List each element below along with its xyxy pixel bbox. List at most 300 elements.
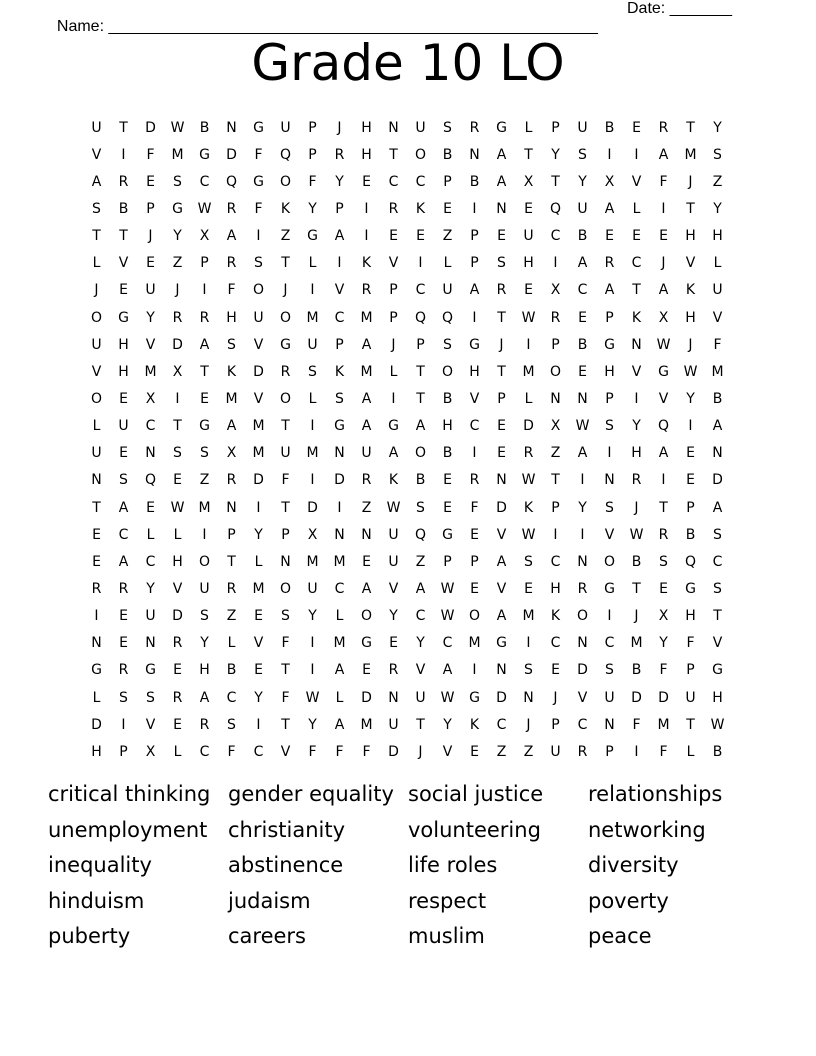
grid-letter[interactable]: J <box>499 336 504 353</box>
grid-letter[interactable]: G <box>604 336 615 353</box>
grid-letter[interactable]: U <box>415 689 426 706</box>
grid-letter[interactable]: O <box>90 390 103 407</box>
grid-letter[interactable]: R <box>280 363 291 380</box>
grid-letter[interactable]: P <box>470 255 479 272</box>
grid-letter[interactable]: G <box>496 635 507 652</box>
grid-letter[interactable]: I <box>472 200 477 217</box>
grid-letter[interactable]: V <box>172 580 183 597</box>
grid-letter[interactable]: S <box>443 119 452 136</box>
grid-letter[interactable]: R <box>523 445 534 462</box>
grid-letter[interactable]: F <box>362 743 371 760</box>
grid-letter[interactable]: W <box>440 580 455 597</box>
grid-letter[interactable]: I <box>472 445 477 462</box>
grid-letter[interactable]: A <box>496 553 507 570</box>
grid-letter[interactable]: P <box>146 200 155 217</box>
grid-letter[interactable]: I <box>526 336 531 353</box>
grid-letter[interactable]: I <box>121 146 126 163</box>
grid-letter[interactable]: S <box>416 499 425 516</box>
grid-letter[interactable]: I <box>364 200 369 217</box>
grid-letter[interactable]: A <box>712 418 723 435</box>
grid-letter[interactable]: C <box>334 309 345 326</box>
grid-letter[interactable]: Q <box>441 309 454 326</box>
grid-letter[interactable]: R <box>361 472 372 489</box>
grid-letter[interactable]: L <box>92 689 101 706</box>
grid-letter[interactable]: R <box>118 173 129 190</box>
grid-letter[interactable]: C <box>415 608 426 625</box>
grid-letter[interactable]: T <box>389 146 398 163</box>
grid-letter[interactable]: H <box>91 743 102 760</box>
grid-letter[interactable]: W <box>683 363 698 380</box>
grid-letter[interactable]: U <box>388 526 399 543</box>
grid-letter[interactable]: N <box>226 499 237 516</box>
grid-letter[interactable]: R <box>577 580 588 597</box>
grid-letter[interactable]: H <box>199 662 210 679</box>
grid-letter[interactable]: R <box>469 472 480 489</box>
grid-letter[interactable]: G <box>388 418 399 435</box>
grid-letter[interactable]: A <box>442 662 453 679</box>
grid-letter[interactable]: J <box>634 608 639 625</box>
grid-letter[interactable]: E <box>632 228 641 245</box>
grid-letter[interactable]: X <box>145 390 156 407</box>
grid-letter[interactable]: Y <box>308 608 317 625</box>
grid-letter[interactable]: E <box>470 743 479 760</box>
grid-letter[interactable]: C <box>550 553 561 570</box>
grid-letter[interactable]: Q <box>684 553 697 570</box>
grid-letter[interactable]: H <box>685 228 696 245</box>
grid-letter[interactable]: Q <box>414 526 427 543</box>
grid-letter[interactable]: W <box>521 472 536 489</box>
grid-letter[interactable]: V <box>604 526 615 543</box>
grid-letter[interactable]: P <box>551 336 560 353</box>
grid-letter[interactable]: L <box>632 200 641 217</box>
grid-letter[interactable]: E <box>551 662 560 679</box>
grid-letter[interactable]: M <box>306 309 319 326</box>
grid-letter[interactable]: P <box>119 743 128 760</box>
grid-letter[interactable]: E <box>497 228 506 245</box>
grid-letter[interactable]: G <box>280 336 291 353</box>
grid-letter[interactable]: V <box>253 635 264 652</box>
grid-letter[interactable]: R <box>496 282 507 299</box>
grid-letter[interactable]: E <box>443 499 452 516</box>
grid-letter[interactable]: A <box>496 608 507 625</box>
grid-letter[interactable]: T <box>281 499 290 516</box>
grid-letter[interactable]: T <box>281 662 290 679</box>
grid-letter[interactable]: Z <box>199 472 210 489</box>
grid-letter[interactable]: N <box>469 146 480 163</box>
grid-letter[interactable]: T <box>416 390 425 407</box>
grid-letter[interactable]: M <box>252 445 265 462</box>
grid-letter[interactable]: C <box>604 635 615 652</box>
grid-letter[interactable]: S <box>227 716 236 733</box>
grid-letter[interactable]: V <box>145 336 156 353</box>
grid-letter[interactable]: N <box>334 526 345 543</box>
grid-letter[interactable]: Y <box>173 228 182 245</box>
grid-letter[interactable]: H <box>712 228 723 245</box>
grid-letter[interactable]: I <box>526 635 531 652</box>
grid-letter[interactable]: G <box>172 200 183 217</box>
grid-letter[interactable]: E <box>119 608 128 625</box>
grid-letter[interactable]: N <box>280 553 291 570</box>
grid-letter[interactable]: V <box>469 390 480 407</box>
grid-letter[interactable]: P <box>281 526 290 543</box>
grid-letter[interactable]: P <box>497 390 506 407</box>
grid-letter[interactable]: F <box>227 743 236 760</box>
grid-letter[interactable]: R <box>334 146 345 163</box>
grid-letter[interactable]: F <box>686 635 695 652</box>
grid-letter[interactable]: P <box>335 336 344 353</box>
grid-letter[interactable]: N <box>550 390 561 407</box>
grid-letter[interactable]: Q <box>549 200 562 217</box>
grid-letter[interactable]: C <box>334 580 345 597</box>
grid-letter[interactable]: F <box>281 635 290 652</box>
grid-letter[interactable]: V <box>118 255 129 272</box>
grid-letter[interactable]: T <box>416 716 425 733</box>
grid-letter[interactable]: A <box>199 689 210 706</box>
grid-letter[interactable]: A <box>388 445 399 462</box>
grid-letter[interactable]: N <box>577 553 588 570</box>
grid-letter[interactable]: M <box>468 635 481 652</box>
grid-letter[interactable]: P <box>470 553 479 570</box>
grid-letter[interactable]: I <box>202 526 207 543</box>
grid-letter[interactable]: W <box>629 526 644 543</box>
grid-letter[interactable]: A <box>496 146 507 163</box>
grid-letter[interactable]: G <box>658 363 669 380</box>
grid-letter[interactable]: E <box>578 363 587 380</box>
grid-letter[interactable]: C <box>415 173 426 190</box>
grid-letter[interactable]: R <box>226 472 237 489</box>
grid-letter[interactable]: S <box>200 608 209 625</box>
grid-letter[interactable]: V <box>442 743 453 760</box>
grid-letter[interactable]: I <box>364 228 369 245</box>
grid-letter[interactable]: A <box>361 336 372 353</box>
grid-letter[interactable]: U <box>307 336 318 353</box>
grid-letter[interactable]: N <box>712 445 723 462</box>
grid-letter[interactable]: V <box>145 716 156 733</box>
grid-letter[interactable]: T <box>713 608 722 625</box>
grid-letter[interactable]: K <box>469 716 480 733</box>
grid-letter[interactable]: Y <box>632 418 641 435</box>
grid-letter[interactable]: M <box>333 553 346 570</box>
grid-letter[interactable]: T <box>416 363 425 380</box>
grid-letter[interactable]: C <box>496 716 507 733</box>
grid-letter[interactable]: I <box>121 716 126 733</box>
grid-letter[interactable]: T <box>524 146 533 163</box>
grid-letter[interactable]: Z <box>226 608 237 625</box>
grid-letter[interactable]: B <box>469 173 480 190</box>
grid-letter[interactable]: L <box>524 390 533 407</box>
grid-letter[interactable]: M <box>522 608 535 625</box>
grid-letter[interactable]: T <box>686 200 695 217</box>
grid-letter[interactable]: L <box>389 363 398 380</box>
grid-letter[interactable]: I <box>661 472 666 489</box>
grid-letter[interactable]: K <box>280 200 291 217</box>
grid-letter[interactable]: I <box>310 472 315 489</box>
grid-letter[interactable]: H <box>550 580 561 597</box>
grid-letter[interactable]: F <box>308 173 317 190</box>
grid-letter[interactable]: T <box>497 363 506 380</box>
grid-letter[interactable]: W <box>170 119 185 136</box>
grid-letter[interactable]: V <box>253 390 264 407</box>
grid-letter[interactable]: U <box>442 282 453 299</box>
grid-letter[interactable]: M <box>144 363 157 380</box>
grid-letter[interactable]: X <box>550 418 561 435</box>
grid-letter[interactable]: J <box>688 173 693 190</box>
grid-letter[interactable]: J <box>337 119 342 136</box>
grid-letter[interactable]: I <box>310 662 315 679</box>
grid-letter[interactable]: U <box>280 119 291 136</box>
grid-letter[interactable]: L <box>227 635 236 652</box>
grid-letter[interactable]: T <box>551 472 560 489</box>
grid-letter[interactable]: S <box>200 445 209 462</box>
grid-letter[interactable]: N <box>496 200 507 217</box>
grid-letter[interactable]: Q <box>657 418 670 435</box>
grid-letter[interactable]: B <box>226 662 237 679</box>
grid-letter[interactable]: S <box>713 146 722 163</box>
grid-letter[interactable]: Y <box>146 580 155 597</box>
grid-letter[interactable]: K <box>415 200 426 217</box>
grid-letter[interactable]: B <box>415 472 426 489</box>
grid-letter[interactable]: W <box>656 336 671 353</box>
grid-letter[interactable]: N <box>361 526 372 543</box>
grid-letter[interactable]: R <box>226 580 237 597</box>
grid-letter[interactable]: S <box>713 526 722 543</box>
grid-letter[interactable]: O <box>279 580 292 597</box>
grid-letter[interactable]: A <box>91 173 102 190</box>
grid-letter[interactable]: E <box>146 499 155 516</box>
grid-letter[interactable]: R <box>388 662 399 679</box>
grid-letter[interactable]: M <box>684 146 697 163</box>
grid-letter[interactable]: R <box>226 200 237 217</box>
grid-letter[interactable]: W <box>440 689 455 706</box>
grid-letter[interactable]: A <box>118 553 129 570</box>
grid-letter[interactable]: V <box>631 173 642 190</box>
grid-letter[interactable]: H <box>226 309 237 326</box>
grid-letter[interactable]: Z <box>361 499 372 516</box>
grid-letter[interactable]: C <box>199 173 210 190</box>
grid-letter[interactable]: E <box>389 635 398 652</box>
grid-letter[interactable]: H <box>685 309 696 326</box>
grid-letter[interactable]: M <box>333 635 346 652</box>
grid-letter[interactable]: E <box>686 445 695 462</box>
grid-letter[interactable]: U <box>280 445 291 462</box>
grid-letter[interactable]: G <box>469 689 480 706</box>
grid-letter[interactable]: E <box>92 526 101 543</box>
grid-letter[interactable]: V <box>388 255 399 272</box>
grid-letter[interactable]: S <box>281 608 290 625</box>
grid-letter[interactable]: V <box>496 526 507 543</box>
grid-letter[interactable]: I <box>634 390 639 407</box>
grid-letter[interactable]: Y <box>713 200 722 217</box>
grid-letter[interactable]: F <box>470 499 479 516</box>
grid-letter[interactable]: R <box>226 255 237 272</box>
grid-letter[interactable]: J <box>148 228 153 245</box>
grid-letter[interactable]: N <box>577 635 588 652</box>
grid-letter[interactable]: C <box>145 418 156 435</box>
grid-letter[interactable]: R <box>604 255 615 272</box>
grid-letter[interactable]: E <box>686 472 695 489</box>
grid-letter[interactable]: U <box>685 689 696 706</box>
grid-letter[interactable]: R <box>658 119 669 136</box>
grid-letter[interactable]: T <box>686 119 695 136</box>
grid-letter[interactable]: F <box>308 743 317 760</box>
grid-letter[interactable]: A <box>361 580 372 597</box>
grid-letter[interactable]: W <box>305 689 320 706</box>
grid-letter[interactable]: G <box>307 228 318 245</box>
grid-letter[interactable]: F <box>659 173 668 190</box>
grid-letter[interactable]: D <box>334 472 345 489</box>
grid-letter[interactable]: X <box>658 309 669 326</box>
grid-letter[interactable]: A <box>118 499 129 516</box>
grid-letter[interactable]: B <box>442 146 453 163</box>
grid-letter[interactable]: T <box>119 228 128 245</box>
grid-letter[interactable]: A <box>334 716 345 733</box>
grid-letter[interactable]: H <box>172 553 183 570</box>
grid-letter[interactable]: I <box>337 499 342 516</box>
grid-letter[interactable]: U <box>91 445 102 462</box>
grid-letter[interactable]: E <box>443 472 452 489</box>
grid-letter[interactable]: U <box>712 282 723 299</box>
grid-letter[interactable]: T <box>281 255 290 272</box>
grid-letter[interactable]: E <box>254 662 263 679</box>
grid-letter[interactable]: X <box>658 608 669 625</box>
grid-letter[interactable]: A <box>469 282 480 299</box>
grid-letter[interactable]: S <box>605 499 614 516</box>
grid-letter[interactable]: Y <box>443 716 452 733</box>
grid-letter[interactable]: C <box>712 553 723 570</box>
grid-letter[interactable]: R <box>91 580 102 597</box>
grid-letter[interactable]: H <box>469 363 480 380</box>
grid-letter[interactable]: E <box>119 635 128 652</box>
grid-letter[interactable]: L <box>308 390 317 407</box>
grid-letter[interactable]: O <box>90 309 103 326</box>
grid-letter[interactable]: I <box>337 255 342 272</box>
grid-letter[interactable]: D <box>631 689 642 706</box>
grid-letter[interactable]: D <box>226 146 237 163</box>
grid-letter[interactable]: E <box>173 662 182 679</box>
grid-letter[interactable]: S <box>173 445 182 462</box>
grid-letter[interactable]: E <box>470 580 479 597</box>
grid-letter[interactable]: I <box>661 200 666 217</box>
grid-letter[interactable]: S <box>254 255 263 272</box>
grid-letter[interactable]: T <box>632 282 641 299</box>
grid-letter[interactable]: N <box>145 445 156 462</box>
grid-letter[interactable]: U <box>388 553 399 570</box>
grid-letter[interactable]: A <box>415 418 426 435</box>
grid-letter[interactable]: D <box>172 608 183 625</box>
grid-letter[interactable]: E <box>173 716 182 733</box>
grid-letter[interactable]: L <box>713 255 722 272</box>
grid-letter[interactable]: V <box>577 689 588 706</box>
grid-letter[interactable]: Y <box>254 689 263 706</box>
grid-letter[interactable]: E <box>659 580 668 597</box>
grid-letter[interactable]: B <box>631 662 642 679</box>
grid-letter[interactable]: O <box>468 608 481 625</box>
grid-letter[interactable]: P <box>551 119 560 136</box>
grid-letter[interactable]: M <box>252 580 265 597</box>
grid-letter[interactable]: J <box>283 282 288 299</box>
grid-letter[interactable]: V <box>685 255 696 272</box>
grid-letter[interactable]: B <box>685 526 696 543</box>
grid-letter[interactable]: R <box>631 472 642 489</box>
grid-letter[interactable]: U <box>415 119 426 136</box>
grid-letter[interactable]: V <box>415 662 426 679</box>
grid-letter[interactable]: I <box>175 390 180 407</box>
grid-letter[interactable]: H <box>361 119 372 136</box>
grid-letter[interactable]: C <box>631 255 642 272</box>
grid-letter[interactable]: M <box>171 146 184 163</box>
grid-letter[interactable]: S <box>443 336 452 353</box>
grid-letter[interactable]: R <box>469 119 480 136</box>
grid-letter[interactable]: P <box>605 309 614 326</box>
grid-letter[interactable]: W <box>197 200 212 217</box>
grid-letter[interactable]: I <box>607 146 612 163</box>
grid-letter[interactable]: D <box>577 662 588 679</box>
grid-letter[interactable]: C <box>550 635 561 652</box>
grid-letter[interactable]: I <box>310 282 315 299</box>
grid-letter[interactable]: L <box>92 255 101 272</box>
grid-letter[interactable]: P <box>686 499 695 516</box>
grid-letter[interactable]: C <box>199 743 210 760</box>
grid-letter[interactable]: V <box>388 580 399 597</box>
grid-letter[interactable]: P <box>389 282 398 299</box>
grid-letter[interactable]: H <box>361 146 372 163</box>
grid-letter[interactable]: U <box>91 336 102 353</box>
grid-letter[interactable]: O <box>603 553 616 570</box>
grid-letter[interactable]: F <box>281 472 290 489</box>
grid-letter[interactable]: N <box>577 390 588 407</box>
grid-letter[interactable]: D <box>496 499 507 516</box>
grid-letter[interactable]: P <box>227 526 236 543</box>
grid-letter[interactable]: A <box>415 580 426 597</box>
grid-letter[interactable]: S <box>713 580 722 597</box>
grid-letter[interactable]: L <box>254 553 263 570</box>
grid-letter[interactable]: O <box>198 553 211 570</box>
grid-letter[interactable]: G <box>145 662 156 679</box>
grid-letter[interactable]: Z <box>415 553 426 570</box>
grid-letter[interactable]: E <box>524 200 533 217</box>
grid-letter[interactable]: X <box>523 173 534 190</box>
grid-letter[interactable]: Y <box>416 635 425 652</box>
grid-letter[interactable]: P <box>605 390 614 407</box>
grid-letter[interactable]: Y <box>659 635 668 652</box>
grid-letter[interactable]: B <box>631 553 642 570</box>
grid-letter[interactable]: B <box>118 200 129 217</box>
grid-letter[interactable]: E <box>497 418 506 435</box>
grid-letter[interactable]: C <box>253 743 264 760</box>
grid-letter[interactable]: O <box>441 363 454 380</box>
grid-letter[interactable]: R <box>118 580 129 597</box>
grid-letter[interactable]: G <box>604 580 615 597</box>
grid-letter[interactable]: R <box>172 309 183 326</box>
grid-letter[interactable]: N <box>631 336 642 353</box>
grid-letter[interactable]: G <box>118 309 129 326</box>
grid-letter[interactable]: J <box>94 282 99 299</box>
grid-letter[interactable]: B <box>442 390 453 407</box>
grid-letter[interactable]: O <box>414 146 427 163</box>
grid-letter[interactable]: E <box>362 662 371 679</box>
grid-letter[interactable]: L <box>686 743 695 760</box>
grid-letter[interactable]: E <box>632 119 641 136</box>
grid-letter[interactable]: J <box>526 716 531 733</box>
grid-letter[interactable]: R <box>361 282 372 299</box>
grid-letter[interactable]: G <box>361 635 372 652</box>
grid-letter[interactable]: I <box>553 526 558 543</box>
grid-letter[interactable]: K <box>685 282 696 299</box>
grid-letter[interactable]: S <box>92 200 101 217</box>
grid-letter[interactable]: M <box>252 418 265 435</box>
grid-letter[interactable]: I <box>391 390 396 407</box>
grid-letter[interactable]: S <box>173 173 182 190</box>
